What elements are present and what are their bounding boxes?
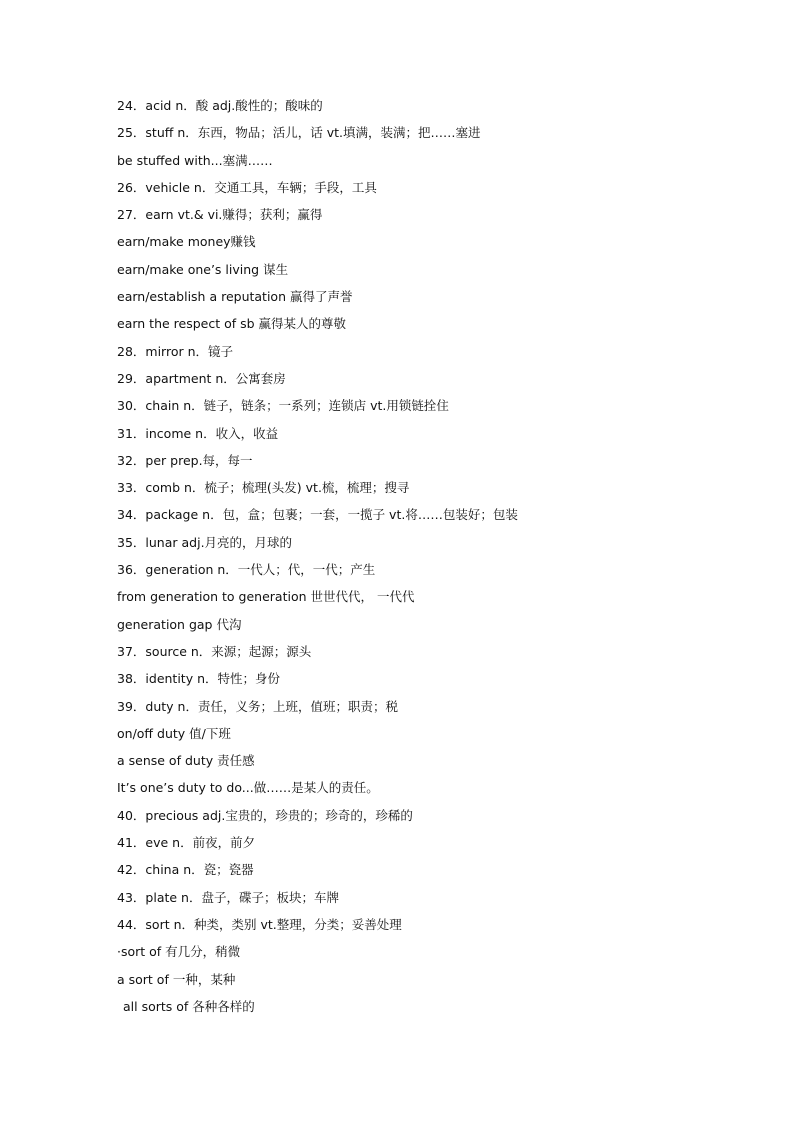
phrase-line: generation gap 代沟 [117,616,242,632]
vocab-entry-acid: 24．acid n．酸 adj.酸性的；酸味的 [117,98,323,113]
vocab-entry-mirror: 28．mirror n．镜子 [117,343,234,359]
vocab-entry-earn: 27．earn vt.& vi.赚得；获利；赢得 [117,207,323,223]
phrase-line: be stuffed with...塞满…… [117,152,273,168]
phrase-line: from generation to generation 世世代代， 一代代 [117,589,415,605]
phrase-line: earn/establish a reputation 赢得了声誉 [117,289,353,305]
phrase-line: on/off duty 值/下班 [117,725,231,741]
vocabulary-list [117,92,757,1020]
vocab-entry-lunar: 35．lunar adj.月亮的，月球的 [117,534,293,550]
phrase-line: It’s one’s duty to do...做……是某人的责任。 [117,780,379,796]
vocab-entry-package: 34．package n．包，盒；包裹；一套，一揽子 vt.将……包装好；包装 [117,507,518,523]
vocab-entry-apartment: 29．apartment n．公寓套房 [117,370,286,386]
phrase-line: earn/make money赚钱 [117,234,256,250]
vocab-entry-eve: 41．eve n．前夜，前夕 [117,835,256,851]
vocab-entry-per: 32．per prep.每，每一 [117,452,253,468]
vocab-entry-generation: 36．generation n．一代人；代，一代；产生 [117,562,376,578]
vocab-entry-identity: 38．identity n．特性；身份 [117,671,280,687]
phrase-line: earn/make one’s living 谋生 [117,261,289,277]
vocab-entry-duty: 39．duty n．责任，义务；上班，值班；职责；税 [117,698,398,714]
vocab-entry-comb: 33．comb n．梳子；梳理(头发) vt.梳，梳理；搜寻 [117,480,410,496]
vocab-entry-income: 31．income n．收入，收益 [117,425,279,441]
phrase-line: ·sort of 有几分，稍微 [117,944,241,960]
vocab-entry-precious: 40．precious adj.宝贵的，珍贵的；珍奇的，珍稀的 [117,807,413,823]
phrase-line: a sort of 一种，某种 [117,971,236,987]
phrase-line: earn the respect of sb 赢得某人的尊敬 [117,316,347,332]
vocab-entry-stuff: 25．stuff n．东西，物品；活儿，话 vt.填满，装满；把……塞进 [117,125,481,141]
phrase-line: a sense of duty 责任感 [117,753,255,769]
vocab-entry-source: 37．source n．来源；起源；源头 [117,643,312,659]
vocab-entry-vehicle: 26．vehicle n．交通工具，车辆；手段，工具 [117,179,377,195]
vocab-entry-china: 42．china n．瓷；瓷器 [117,862,254,878]
vocab-entry-sort: 44．sort n．种类，类别 vt.整理，分类；妥善处理 [117,916,402,932]
vocab-entry-chain: 30．chain n．链子，链条；一系列；连锁店 vt.用锁链拴住 [117,398,449,414]
vocab-entry-plate: 43．plate n．盘子，碟子；板块；车牌 [117,889,339,905]
phrase-line: all sorts of 各种各样的 [123,998,255,1014]
